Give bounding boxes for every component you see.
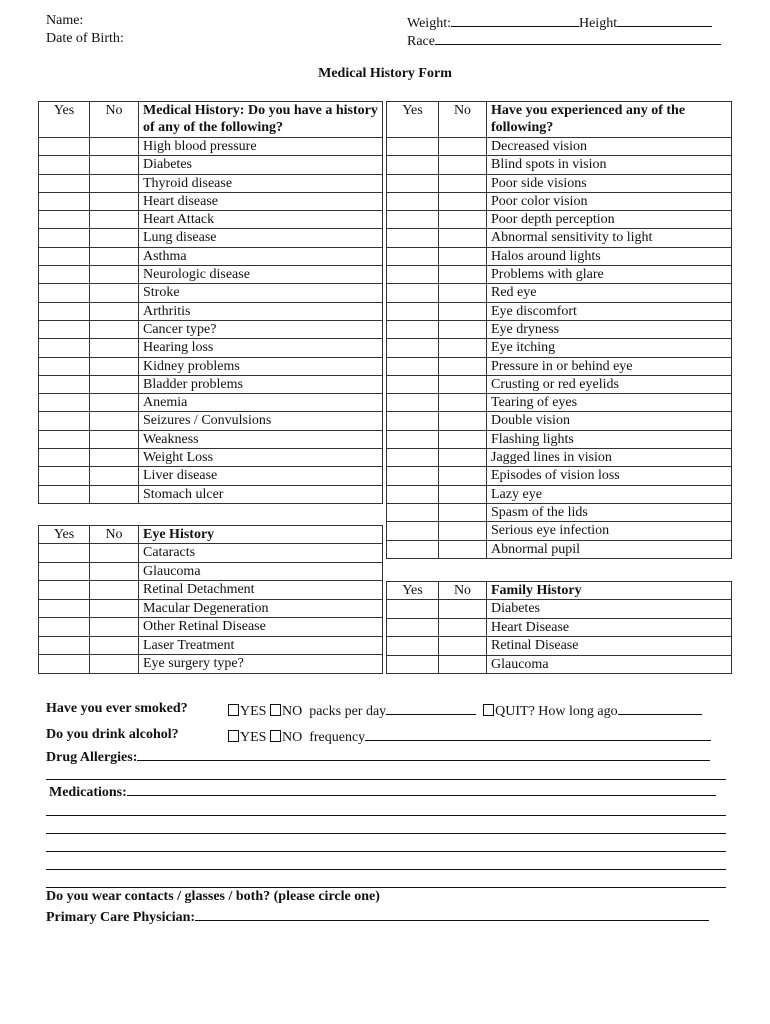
- table-row: [39, 599, 383, 618]
- yes-cell[interactable]: [387, 174, 439, 192]
- no-cell[interactable]: [439, 540, 487, 558]
- yes-header: Yes: [387, 102, 439, 138]
- no-cell[interactable]: [90, 599, 139, 618]
- yes-cell[interactable]: [39, 655, 90, 674]
- weight-height-row: [407, 13, 712, 32]
- table-row: [39, 302, 383, 320]
- yes-cell[interactable]: [387, 522, 439, 540]
- no-cell[interactable]: [439, 449, 487, 467]
- condition-label: Blind spots in vision: [487, 156, 732, 174]
- alcohol-yes-checkbox[interactable]: [228, 730, 239, 742]
- table-row: [387, 485, 732, 503]
- medications-line-5[interactable]: [46, 869, 726, 870]
- no-cell[interactable]: [90, 412, 139, 430]
- yes-cell[interactable]: [39, 581, 90, 600]
- condition-label: Eye itching: [487, 339, 732, 357]
- smoked-label: Have you ever smoked?: [46, 701, 188, 716]
- condition-label: Heart Disease: [487, 618, 732, 637]
- no-cell[interactable]: [439, 174, 487, 192]
- race-row: [407, 31, 721, 50]
- yes-cell[interactable]: [387, 266, 439, 284]
- table-row: [387, 302, 732, 320]
- condition-label: Halos around lights: [487, 247, 732, 265]
- table-row: [39, 485, 383, 503]
- table-row: [39, 394, 383, 412]
- height-label: Height: [578, 16, 618, 31]
- no-cell[interactable]: [439, 485, 487, 503]
- alcohol-no-checkbox[interactable]: [270, 730, 281, 742]
- yes-cell[interactable]: [387, 503, 439, 521]
- no-cell[interactable]: [90, 320, 139, 338]
- table-row: [387, 637, 732, 656]
- table-row: [39, 467, 383, 485]
- condition-label: Asthma: [139, 247, 383, 265]
- no-cell[interactable]: [439, 522, 487, 540]
- name-label: Name:: [46, 13, 84, 28]
- condition-label: Poor depth perception: [487, 211, 732, 229]
- no-cell[interactable]: [90, 581, 139, 600]
- frequency-label: frequency: [309, 730, 366, 745]
- yes-cell[interactable]: [39, 562, 90, 581]
- no-cell[interactable]: [90, 467, 139, 485]
- no-cell[interactable]: [439, 156, 487, 174]
- condition-label: Glaucoma: [139, 562, 383, 581]
- table-row: [387, 655, 732, 674]
- condition-label: Problems with glare: [487, 266, 732, 284]
- table-row: [39, 266, 383, 284]
- condition-label: Other Retinal Disease: [139, 618, 383, 637]
- yes-cell[interactable]: [39, 320, 90, 338]
- yes-header: Yes: [39, 102, 90, 138]
- symptoms-question: Have you experienced any of the following?: [487, 102, 732, 138]
- condition-label: Cataracts: [139, 544, 383, 563]
- no-cell[interactable]: [439, 339, 487, 357]
- table-row: [387, 284, 732, 302]
- table-row: [387, 412, 732, 430]
- no-cell[interactable]: [90, 229, 139, 247]
- frequency-field[interactable]: [365, 727, 711, 741]
- yes-cell[interactable]: [387, 618, 439, 637]
- allergies-label: Drug Allergies:: [46, 750, 138, 765]
- no-cell[interactable]: [439, 302, 487, 320]
- condition-label: Jagged lines in vision: [487, 449, 732, 467]
- yes-cell[interactable]: [39, 412, 90, 430]
- yes-cell[interactable]: [39, 211, 90, 229]
- alcohol-options: [228, 727, 711, 746]
- yes-cell[interactable]: [39, 339, 90, 357]
- medications-line-2[interactable]: [46, 815, 726, 816]
- table-row: [39, 229, 383, 247]
- height-field[interactable]: [617, 13, 712, 27]
- yes-cell[interactable]: [387, 600, 439, 619]
- no-cell[interactable]: [439, 600, 487, 619]
- table-row: [39, 544, 383, 563]
- condition-label: Serious eye infection: [487, 522, 732, 540]
- eye-history-table: [38, 525, 383, 674]
- yes-cell[interactable]: [387, 449, 439, 467]
- table-row: [387, 156, 732, 174]
- yes-cell[interactable]: [39, 394, 90, 412]
- table-row: [39, 357, 383, 375]
- table-row: [39, 430, 383, 448]
- condition-label: Diabetes: [487, 600, 732, 619]
- table-row: [39, 156, 383, 174]
- yes-cell[interactable]: [39, 467, 90, 485]
- yes-cell[interactable]: [387, 394, 439, 412]
- no-cell[interactable]: [90, 357, 139, 375]
- medications-line-6[interactable]: [46, 887, 726, 888]
- medical-history-table: [38, 101, 383, 504]
- yes-cell[interactable]: [39, 138, 90, 156]
- yes-cell[interactable]: [39, 266, 90, 284]
- condition-label: Kidney problems: [139, 357, 383, 375]
- yes-cell[interactable]: [39, 599, 90, 618]
- no-cell[interactable]: [90, 211, 139, 229]
- table-row: [387, 600, 732, 619]
- condition-label: Liver disease: [139, 467, 383, 485]
- no-cell[interactable]: [90, 266, 139, 284]
- no-cell[interactable]: [439, 430, 487, 448]
- race-label: Race: [407, 34, 435, 49]
- table-row: [39, 320, 383, 338]
- yes-cell[interactable]: [387, 138, 439, 156]
- no-cell[interactable]: [90, 618, 139, 637]
- yes-header: Yes: [387, 582, 439, 600]
- no-cell[interactable]: [90, 449, 139, 467]
- no-header: No: [90, 526, 139, 544]
- yes-cell[interactable]: [387, 302, 439, 320]
- table-row: [387, 449, 732, 467]
- condition-label: High blood pressure: [139, 138, 383, 156]
- no-header: No: [90, 102, 139, 138]
- symptoms-table: [386, 101, 732, 559]
- table-row: [39, 581, 383, 600]
- table-row: [387, 540, 732, 558]
- yes-cell[interactable]: [387, 192, 439, 210]
- quit-field[interactable]: [618, 701, 702, 715]
- condition-label: Tearing of eyes: [487, 394, 732, 412]
- condition-label: Abnormal sensitivity to light: [487, 229, 732, 247]
- packs-label: packs per day: [309, 704, 387, 719]
- alcohol-label: Do you drink alcohol?: [46, 727, 179, 742]
- quit-label: QUIT? How long ago: [495, 704, 618, 719]
- yes-cell[interactable]: [387, 284, 439, 302]
- no-cell[interactable]: [439, 284, 487, 302]
- yes-cell[interactable]: [387, 540, 439, 558]
- table-row: [387, 192, 732, 210]
- no-cell[interactable]: [90, 174, 139, 192]
- no-cell[interactable]: [439, 192, 487, 210]
- yes-cell[interactable]: [39, 156, 90, 174]
- table-row: [387, 522, 732, 540]
- smoked-options: [228, 701, 702, 720]
- condition-label: Poor side visions: [487, 174, 732, 192]
- allergies-row: [46, 747, 710, 766]
- family-history-question: Family History: [487, 582, 732, 600]
- physician-label: Primary Care Physician:: [46, 910, 196, 925]
- table-row: [39, 618, 383, 637]
- no-cell[interactable]: [90, 284, 139, 302]
- yes-cell[interactable]: [39, 247, 90, 265]
- no-cell[interactable]: [439, 655, 487, 674]
- table-row: [39, 636, 383, 655]
- yes-cell[interactable]: [387, 357, 439, 375]
- yes-cell[interactable]: [39, 544, 90, 563]
- condition-label: Bladder problems: [139, 375, 383, 393]
- yes-cell[interactable]: [39, 618, 90, 637]
- no-cell[interactable]: [90, 302, 139, 320]
- no-cell[interactable]: [90, 192, 139, 210]
- physician-field[interactable]: [195, 907, 709, 921]
- eye-history-question: Eye History: [139, 526, 383, 544]
- medications-row: [49, 782, 716, 801]
- table-row: [387, 138, 732, 156]
- condition-label: Double vision: [487, 412, 732, 430]
- yes-cell[interactable]: [39, 375, 90, 393]
- no-cell[interactable]: [439, 412, 487, 430]
- yes-cell[interactable]: [387, 637, 439, 656]
- yes-cell[interactable]: [387, 430, 439, 448]
- no-cell[interactable]: [439, 618, 487, 637]
- no-header: No: [439, 102, 487, 138]
- condition-label: Cancer type?: [139, 320, 383, 338]
- condition-label: Red eye: [487, 284, 732, 302]
- table-row: [387, 339, 732, 357]
- packs-field[interactable]: [386, 701, 476, 715]
- table-row: [387, 375, 732, 393]
- table-row: [39, 655, 383, 674]
- contacts-question[interactable]: Do you wear contacts / glasses / both? (please circle one): [46, 889, 380, 904]
- allergies-field[interactable]: [137, 747, 710, 761]
- no-cell[interactable]: [90, 544, 139, 563]
- table-row: [387, 394, 732, 412]
- yes-cell[interactable]: [39, 485, 90, 503]
- condition-label: Decreased vision: [487, 138, 732, 156]
- no-cell[interactable]: [439, 229, 487, 247]
- condition-label: Eye surgery type?: [139, 655, 383, 674]
- no-cell[interactable]: [90, 247, 139, 265]
- yes-cell[interactable]: [387, 247, 439, 265]
- medications-field[interactable]: [127, 782, 716, 796]
- condition-label: Glaucoma: [487, 655, 732, 674]
- no-cell[interactable]: [439, 503, 487, 521]
- yes-cell[interactable]: [387, 375, 439, 393]
- yes-header: Yes: [39, 526, 90, 544]
- yes-cell[interactable]: [39, 174, 90, 192]
- no-cell[interactable]: [439, 467, 487, 485]
- table-row: [387, 320, 732, 338]
- yes-cell[interactable]: [387, 156, 439, 174]
- table-row: [39, 138, 383, 156]
- condition-label: Eye discomfort: [487, 302, 732, 320]
- alcohol-yes-label: YES: [240, 730, 267, 745]
- condition-label: Arthritis: [139, 302, 383, 320]
- medications-line-3[interactable]: [46, 833, 726, 834]
- yes-cell[interactable]: [387, 485, 439, 503]
- yes-cell[interactable]: [39, 430, 90, 448]
- yes-cell[interactable]: [387, 412, 439, 430]
- table-row: [387, 247, 732, 265]
- yes-cell[interactable]: [39, 636, 90, 655]
- condition-label: Heart disease: [139, 192, 383, 210]
- table-row: [387, 503, 732, 521]
- condition-label: Lazy eye: [487, 485, 732, 503]
- no-cell[interactable]: [439, 357, 487, 375]
- table-row: [39, 562, 383, 581]
- smoked-no-checkbox[interactable]: [270, 704, 281, 716]
- condition-label: Diabetes: [139, 156, 383, 174]
- no-cell[interactable]: [439, 211, 487, 229]
- no-cell[interactable]: [439, 320, 487, 338]
- condition-label: Seizures / Convulsions: [139, 412, 383, 430]
- condition-label: Lung disease: [139, 229, 383, 247]
- yes-cell[interactable]: [39, 229, 90, 247]
- condition-label: Retinal Detachment: [139, 581, 383, 600]
- condition-label: Pressure in or behind eye: [487, 357, 732, 375]
- medical-history-question: Medical History: Do you have a history of any of the following?: [139, 102, 383, 138]
- condition-label: Thyroid disease: [139, 174, 383, 192]
- table-row: [39, 284, 383, 302]
- table-row: [39, 412, 383, 430]
- condition-label: Eye dryness: [487, 320, 732, 338]
- no-cell[interactable]: [439, 266, 487, 284]
- smoked-yes-label: YES: [240, 704, 267, 719]
- table-row: [39, 211, 383, 229]
- medications-line-4[interactable]: [46, 851, 726, 852]
- yes-cell[interactable]: [39, 357, 90, 375]
- no-cell[interactable]: [439, 247, 487, 265]
- condition-label: Crusting or red eyelids: [487, 375, 732, 393]
- alcohol-no-label: NO: [281, 730, 303, 745]
- family-history-table: [386, 581, 732, 674]
- no-cell[interactable]: [90, 138, 139, 156]
- no-cell[interactable]: [90, 375, 139, 393]
- race-field[interactable]: [435, 31, 721, 45]
- no-cell[interactable]: [439, 375, 487, 393]
- condition-label: Episodes of vision loss: [487, 467, 732, 485]
- no-cell[interactable]: [90, 394, 139, 412]
- weight-field[interactable]: [451, 13, 579, 27]
- yes-cell[interactable]: [39, 284, 90, 302]
- medications-label: Medications:: [49, 785, 127, 800]
- condition-label: Weight Loss: [139, 449, 383, 467]
- yes-cell[interactable]: [39, 192, 90, 210]
- table-row: [387, 430, 732, 448]
- table-row: [39, 192, 383, 210]
- condition-label: Macular Degeneration: [139, 599, 383, 618]
- no-header: No: [439, 582, 487, 600]
- no-cell[interactable]: [90, 655, 139, 674]
- yes-cell[interactable]: [39, 302, 90, 320]
- no-cell[interactable]: [90, 485, 139, 503]
- table-row: [387, 174, 732, 192]
- form-title: Medical History Form: [318, 66, 452, 81]
- table-row: [387, 229, 732, 247]
- condition-label: Spasm of the lids: [487, 503, 732, 521]
- condition-label: Hearing loss: [139, 339, 383, 357]
- condition-label: Retinal Disease: [487, 637, 732, 656]
- smoked-yes-checkbox[interactable]: [228, 704, 239, 716]
- condition-label: Stroke: [139, 284, 383, 302]
- table-row: [39, 449, 383, 467]
- condition-label: Abnormal pupil: [487, 540, 732, 558]
- condition-label: Neurologic disease: [139, 266, 383, 284]
- yes-cell[interactable]: [387, 339, 439, 357]
- no-cell[interactable]: [90, 562, 139, 581]
- no-cell[interactable]: [439, 138, 487, 156]
- table-row: [387, 618, 732, 637]
- no-cell[interactable]: [90, 636, 139, 655]
- no-cell[interactable]: [439, 637, 487, 656]
- yes-cell[interactable]: [387, 211, 439, 229]
- table-row: [387, 467, 732, 485]
- table-row: [387, 357, 732, 375]
- table-row: [39, 247, 383, 265]
- condition-label: Heart Attack: [139, 211, 383, 229]
- table-row: [39, 339, 383, 357]
- table-row: [387, 266, 732, 284]
- dob-label: Date of Birth:: [46, 31, 124, 46]
- condition-label: Poor color vision: [487, 192, 732, 210]
- smoked-no-label: NO: [281, 704, 303, 719]
- weight-label: Weight:: [407, 16, 451, 31]
- allergies-extra-line[interactable]: [46, 779, 726, 780]
- condition-label: Laser Treatment: [139, 636, 383, 655]
- condition-label: Flashing lights: [487, 430, 732, 448]
- no-cell[interactable]: [90, 430, 139, 448]
- no-cell[interactable]: [90, 156, 139, 174]
- no-cell[interactable]: [439, 394, 487, 412]
- table-row: [387, 211, 732, 229]
- yes-cell[interactable]: [387, 229, 439, 247]
- no-cell[interactable]: [90, 339, 139, 357]
- yes-cell[interactable]: [387, 467, 439, 485]
- table-row: [39, 174, 383, 192]
- yes-cell[interactable]: [387, 655, 439, 674]
- yes-cell[interactable]: [39, 449, 90, 467]
- physician-row: [46, 907, 709, 926]
- table-row: [39, 375, 383, 393]
- condition-label: Weakness: [139, 430, 383, 448]
- condition-label: Anemia: [139, 394, 383, 412]
- condition-label: Stomach ulcer: [139, 485, 383, 503]
- yes-cell[interactable]: [387, 320, 439, 338]
- quit-checkbox[interactable]: [483, 704, 494, 716]
